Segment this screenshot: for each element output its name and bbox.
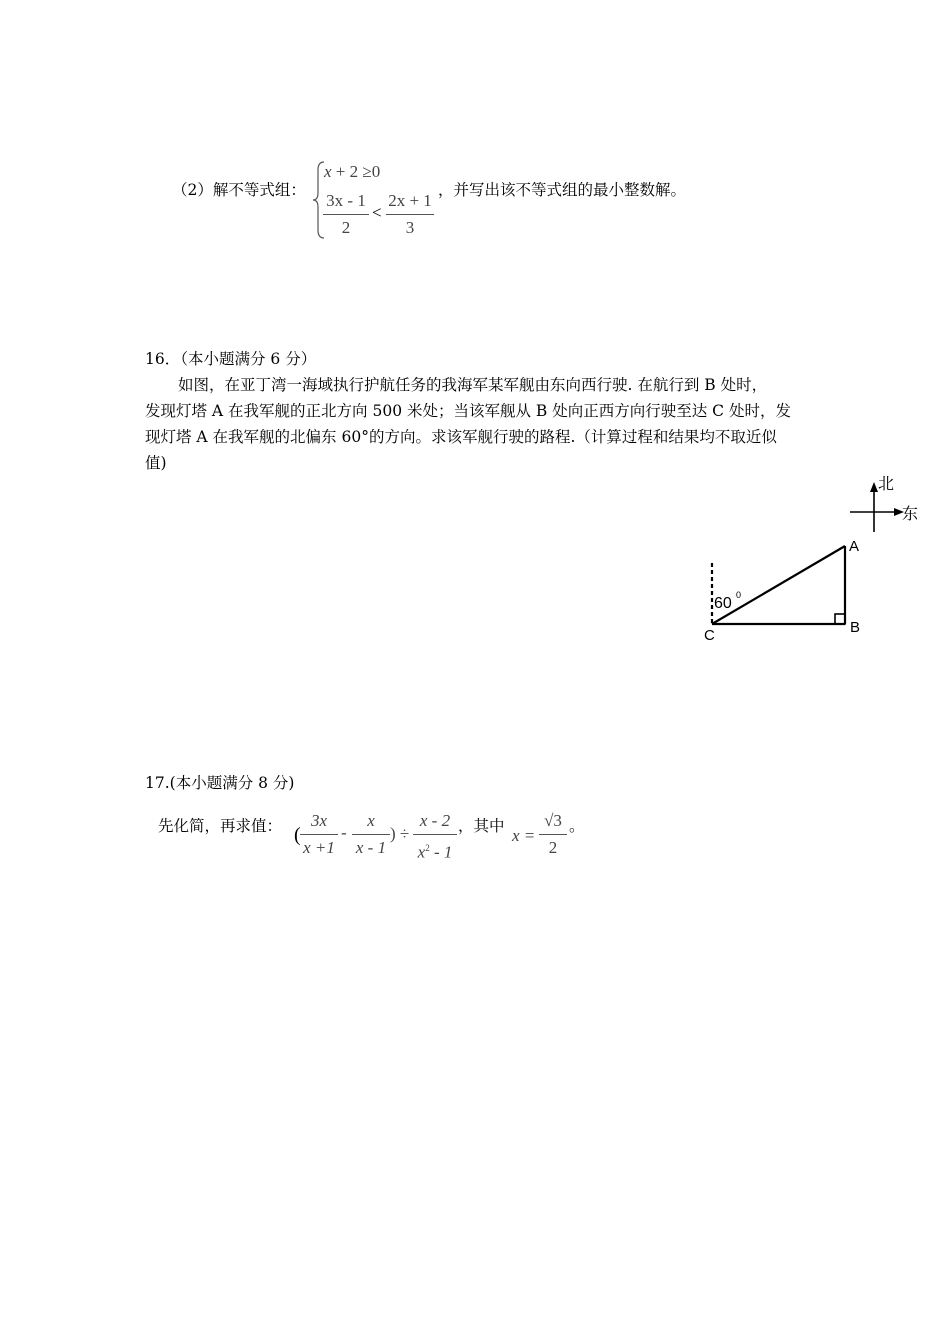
north-arrow-icon <box>870 482 878 492</box>
fraction-x-over-x-minus-1 <box>352 810 390 859</box>
frac-denominator: $x^2 - 1$ <box>417 842 453 862</box>
frac-denominator: x - 1 <box>355 838 387 857</box>
q17-header: 17.(本小题满分 8 分) <box>145 774 295 792</box>
frac-numerator: x - 2 <box>419 811 451 830</box>
q16-line-3: 现灯塔 A 在我军舰的北偏东 60°的方向。求该军舰行驶的路程.（计算过程和结果均不取近似 <box>145 428 777 446</box>
frac-numerator: √3 <box>544 811 562 830</box>
point-b-label: B <box>850 619 861 636</box>
left-paren: ( <box>294 824 301 846</box>
right-paren-divide: ) ÷ <box>390 824 410 843</box>
q16-line-1: 如图，在亚丁湾一海域执行护航任务的我海军某军舰由东向西行驶. 在航行到 B 处时， <box>178 376 768 394</box>
less-than-sign: < <box>372 203 382 222</box>
q16-line-4: 值) <box>145 454 167 472</box>
side-ca <box>712 546 845 624</box>
north-label: 北 <box>878 476 895 493</box>
fraction-2x-plus-1-over-3 <box>386 190 434 239</box>
fraction-3x-over-x-plus-1 <box>300 810 338 859</box>
point-a-label: A <box>849 538 860 555</box>
fraction-3x-minus-1-over-2 <box>323 190 369 239</box>
frac-denominator: 2 <box>341 218 351 237</box>
q15-prefix: （2）解不等式组： <box>172 181 306 199</box>
minus-sign: - <box>341 823 347 842</box>
q17-prefix: 先化简，再求值： <box>158 817 283 835</box>
frac-numerator: 2x + 1 <box>388 191 432 210</box>
fraction-sqrt3-over-2 <box>539 810 567 859</box>
point-c-label: C <box>704 627 715 644</box>
angle-label: 60 <box>714 595 732 612</box>
frac-denominator: x +1 <box>303 838 335 857</box>
q15-suffix: ，并写出该不等式组的最小整数解。 <box>438 181 687 199</box>
frac-denominator: 3 <box>405 218 415 237</box>
frac-numerator: x <box>367 811 375 830</box>
x-equals: x = <box>512 826 536 845</box>
east-label: 东 <box>902 506 919 523</box>
q16-line-2: 发现灯塔 A 在我军舰的正北方向 500 米处；当该军舰从 B 处向正西方向行驶至达 C 处时，发 <box>145 402 791 420</box>
fraction-x-minus-2-over-x-squared-minus-1 <box>413 810 457 864</box>
q17-mid: ，其中 <box>458 817 505 835</box>
frac-numerator: 3x - 1 <box>326 191 366 210</box>
frac-numerator: 3x <box>310 811 328 830</box>
triangle-figure <box>690 468 930 648</box>
frac-denominator: 2 <box>548 838 558 857</box>
q16-header: 16．（本小题满分 6 分） <box>145 350 317 368</box>
q17-end: 。 <box>569 817 585 835</box>
right-angle-marker <box>835 614 845 624</box>
inequality-1: x + 2 ≥0 <box>324 162 381 181</box>
angle-degree: 0 <box>736 590 742 600</box>
